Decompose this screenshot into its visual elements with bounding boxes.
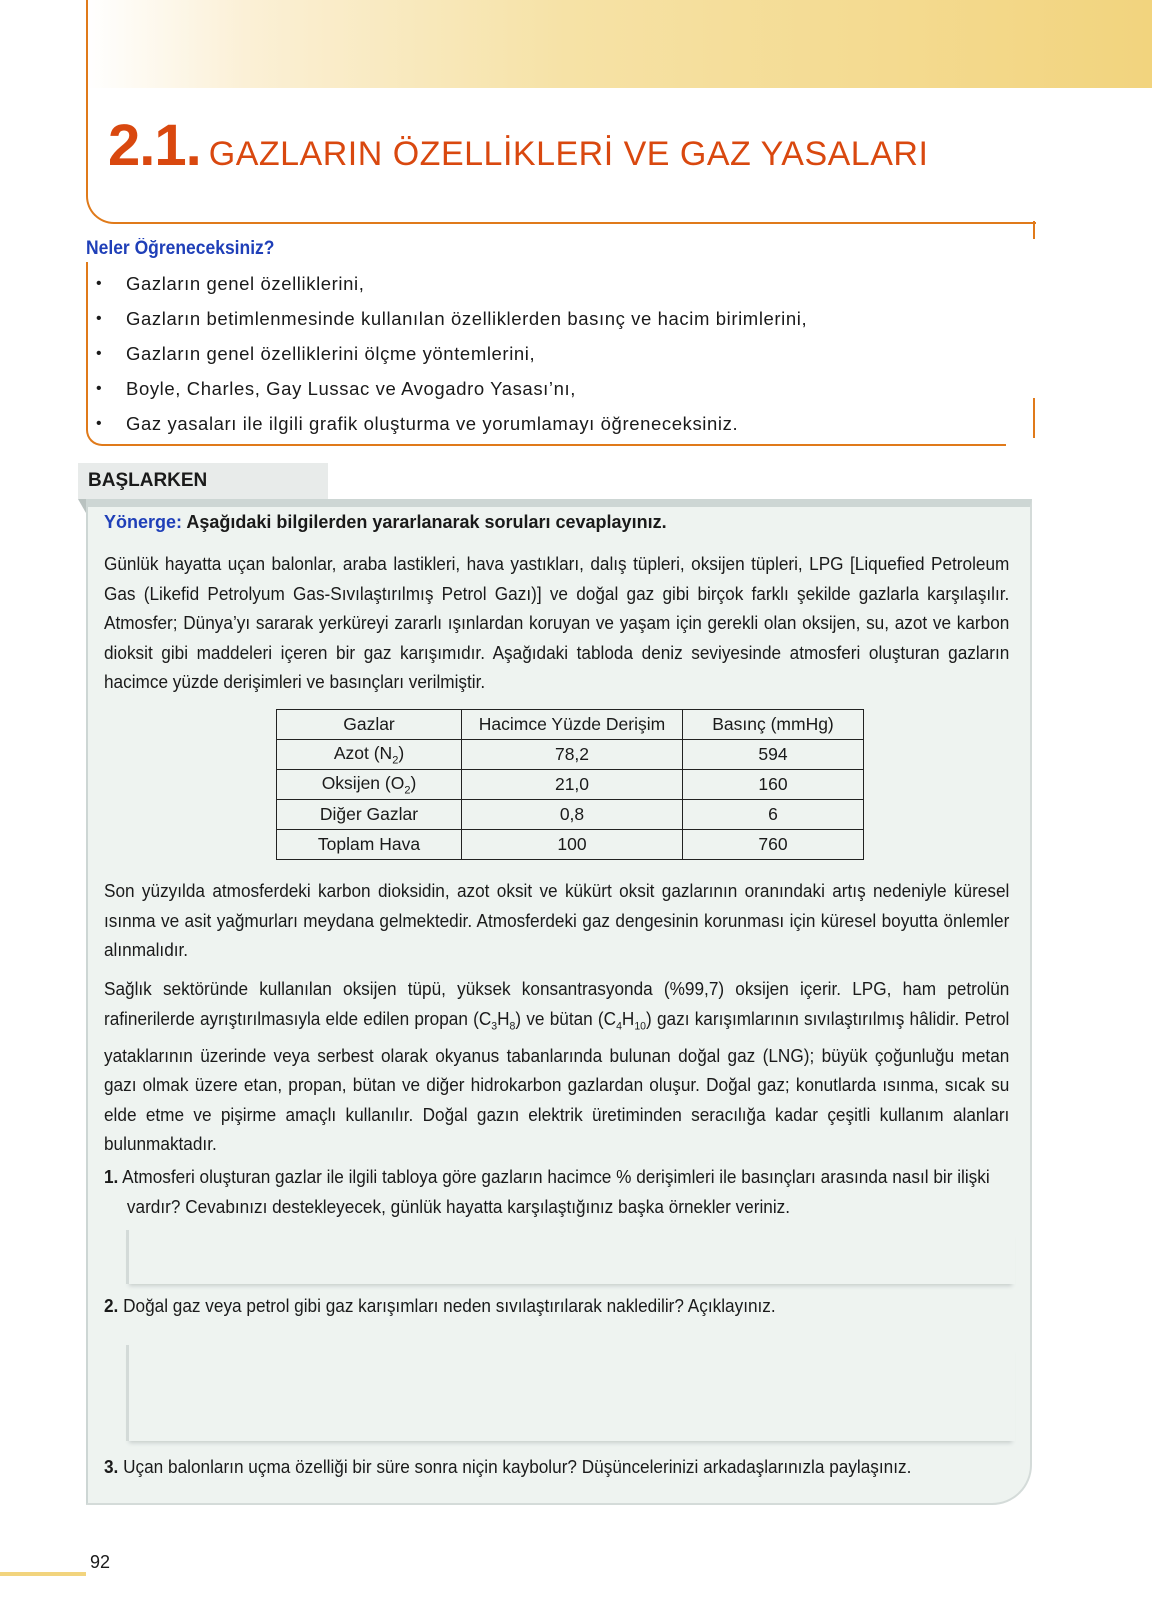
learning-objectives-list: [96, 266, 807, 441]
column-header-gases: Gazlar: [277, 710, 462, 740]
directive: [104, 512, 667, 533]
directive-label: Yönerge:: [104, 512, 183, 532]
section-number: 2.1.: [108, 113, 201, 178]
question-2: [104, 1292, 1009, 1322]
pressure-cell: 160: [683, 770, 864, 800]
percent-cell: 100: [462, 830, 683, 860]
section-heading: [108, 112, 928, 179]
table-row: [277, 770, 864, 800]
pressure-cell: 6: [683, 800, 864, 830]
lpg-paragraph: Sağlık sektöründe kullanılan oksijen tüpü, yüksek konsantrasyonda (%99,7) oksijen içerir. LPG, ham petrolün rafinerilerde ayrıştırılmasıyla elde edilen propan $(C_3H_8)$ ve bütan $(C_4H_{10})$ gazı karışımlarının sıvılaştırılmış hâlidir. Petrol yataklarının üzerinde veya serbest olarak okyanus tabanlarında bulunan doğal gaz (LNG); büyük çoğunluğu metan gazı olmak üzere etan, propan, bütan ve diğer hidrokarbon gazlardan oluşur. Doğal gaz; konutlarda ısınma, sıcak su elde etme ve pişirme amaçlı kullanılır. Doğal gazın elektrik üretiminden seracılığa kadar çeşitli kullanım alanları bulunmaktadır.: [104, 979, 1010, 1155]
table-row: [277, 830, 864, 860]
list-item-text: Gazların genel özelliklerini,: [126, 272, 365, 294]
atmosphere-gas-table: [276, 709, 864, 860]
gas-cell: Diğer Gazlar: [277, 800, 462, 830]
directive-text: Aşağıdaki bilgilerden yararlanarak soruları cevaplayınız.: [182, 512, 667, 532]
question-number: 1.: [104, 1167, 119, 1187]
list-item: [96, 301, 807, 336]
list-item: [96, 336, 807, 371]
list-item-text: Gaz yasaları ile ilgili grafik oluşturma ve yorumlamayı öğreneceksiniz.: [126, 412, 739, 434]
gas-cell: Azot $(N_2)$: [277, 740, 462, 770]
question-text: Atmosferi oluşturan gazlar ile ilgili tabloya göre gazların hacimce % derişimleri ile basınçları arasında nasıl bir ilişki vardır? Cevabınızı destekleyecek, günlük hayatta karşılaştığınız başka örnekler veriniz.: [118, 1167, 990, 1217]
learning-objectives-title: Neler Öğreneceksiniz?: [86, 238, 275, 259]
list-item-text: Boyle, Charles, Gay Lussac ve Avogadro Yasası’nı,: [126, 377, 576, 399]
question-text: Doğal gaz veya petrol gibi gaz karışımları neden sıvılaştırılarak nakledilir? Açıklayınız.: [118, 1296, 776, 1316]
bullet-icon: •: [96, 344, 103, 362]
starting-section-tab: BAŞLARKEN: [78, 463, 328, 499]
percent-cell: 21,0: [462, 770, 683, 800]
bullet-icon: •: [96, 274, 103, 292]
list-item: [96, 371, 807, 406]
list-item: [96, 406, 807, 441]
percent-cell: 0,8: [462, 800, 683, 830]
climate-paragraph: Son yüzyılda atmosferdeki karbon dioksidin, azot oksit ve kükürt oksit gazlarının oranındaki artış nedeniyle küresel ısınma ve asit yağmurları meydana gelmektedir. Atmosferdeki gaz dengesinin korunması için küresel boyutta önlemler alınmalıdır.: [104, 881, 1010, 960]
list-item-text: Gazların betimlenmesinde kullanılan özelliklerden basınç ve hacim birimlerini,: [126, 307, 808, 329]
tab-fold-decoration: [78, 499, 86, 513]
answer-area-2[interactable]: [126, 1345, 1015, 1441]
table-row: [277, 740, 864, 770]
section-title: GAZLARIN ÖZELLİKLERİ VE GAZ YASALARI: [208, 135, 929, 173]
question-1: [104, 1163, 1009, 1222]
gas-cell: Oksijen $(O_2)$: [277, 770, 462, 800]
answer-area-1[interactable]: [126, 1230, 1015, 1284]
intro-paragraph: Günlük hayatta uçan balonlar, araba lastikleri, hava yastıkları, dalış tüpleri, oksijen tüpleri, LPG [Liquefied Petroleum Gas (Likefid Petrolyum Gas-Sıvılaştırılmış Petrol Gazı)] ve doğal gaz gibi birçok farklı şekilde gazlarla karşılaşılır. Atmosfer; Dünya’yı sararak yerküreyi zararlı ışınlardan koruyan ve yaşam için gerekli olan oksijen, su, azot ve karbon dioksit gibi maddeleri içeren bir gaz karışımıdır. Aşağıdaki tabloda deniz seviyesinde atmosferi oluşturan gazların hacimce yüzde derişimleri ve basınçları verilmiştir.: [104, 554, 1010, 692]
percent-cell: 78,2: [462, 740, 683, 770]
table-header-row: [277, 710, 864, 740]
learning-frame-divider: [1033, 398, 1035, 438]
table-row: [277, 800, 864, 830]
question-number: 2.: [104, 1296, 119, 1316]
bullet-icon: •: [96, 379, 103, 397]
list-item: [96, 266, 807, 301]
column-header-percent: Hacimce Yüzde Derişim: [462, 710, 683, 740]
column-header-pressure: Basınç (mmHg): [683, 710, 864, 740]
page-footer-line: [0, 1572, 86, 1576]
pressure-cell: 594: [683, 740, 864, 770]
header-frame-divider: [1033, 221, 1035, 239]
bullet-icon: •: [96, 414, 103, 432]
gas-cell: Toplam Hava: [277, 830, 462, 860]
bullet-icon: •: [96, 309, 103, 327]
page-number: 92: [90, 1552, 111, 1572]
question-text: Uçan balonların uçma özelliği bir süre sonra niçin kaybolur? Düşüncelerinizi arkadaşlarınızla paylaşınız.: [118, 1457, 912, 1477]
list-item-text: Gazların genel özelliklerini ölçme yöntemlerini,: [126, 342, 536, 364]
question-3: [104, 1453, 1009, 1483]
question-number: 3.: [104, 1457, 119, 1477]
pressure-cell: 760: [683, 830, 864, 860]
